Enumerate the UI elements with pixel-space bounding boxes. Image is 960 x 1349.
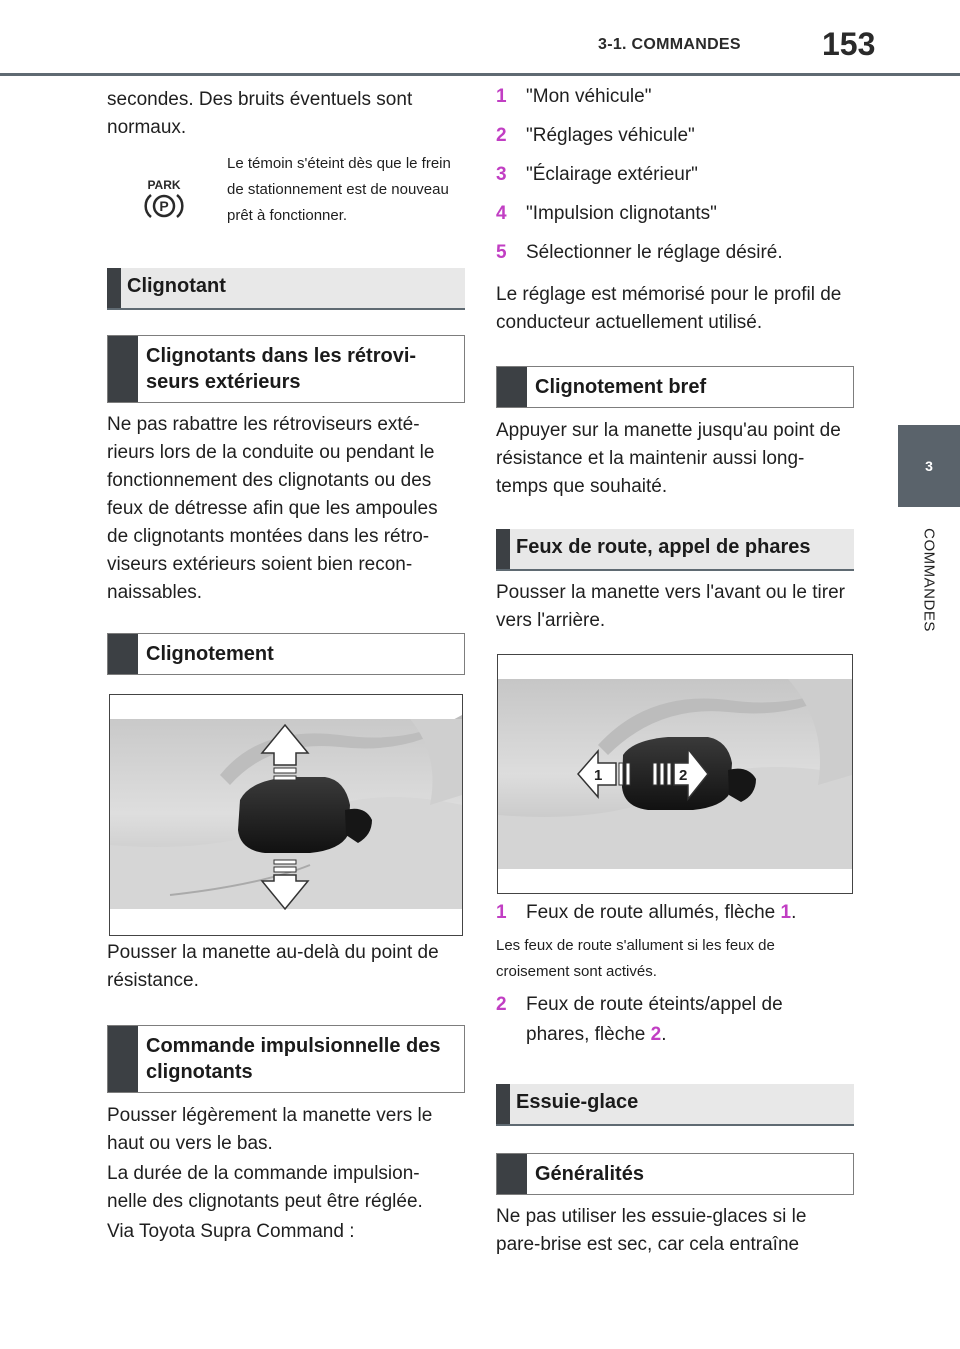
heading-generalites-text: Généralités: [535, 1163, 644, 1185]
header-rule: [0, 73, 960, 76]
bref-text: Appuyer sur la manette jusqu'au point de résistance et la maintenir aussi long-temps que souhaité.: [496, 420, 841, 497]
heading-retroviseurs: [107, 335, 465, 403]
chapter-number: 3: [925, 458, 933, 474]
intro-text: secondes. Des bruits éventuels sont normaux.: [107, 89, 413, 138]
heading-bar: [496, 529, 510, 569]
heading-clignotement: [107, 633, 465, 675]
heading-bar: [497, 1154, 527, 1194]
arrow-1-label: 1: [594, 767, 603, 784]
high-beam-item-1: 1 Feux de route allumés, flèche 1.: [496, 902, 797, 923]
heading-clignotement-bref: [496, 366, 854, 408]
heading-bar: [108, 634, 138, 674]
figure-turn-signal-stalk: [109, 694, 463, 936]
high-beam-item-2: 2 Feux de route éteints/appel de: [496, 994, 783, 1015]
park-icon-word: PARK: [147, 178, 181, 192]
impulsion-text-3: Via Toyota Supra Command :: [107, 1221, 355, 1242]
page-number: 153: [822, 26, 876, 62]
high-beam-item-1-note: Les feux de route s'allument si les feux de croisement sont activés.: [496, 937, 775, 980]
heading-generalites: [496, 1153, 854, 1195]
memo-text: Le réglage est mémorisé pour le profil de conducteur actuellement utilisé.: [496, 284, 842, 333]
feux-text: Pousser la manette vers l'avant ou le tirer vers l'arrière.: [496, 582, 845, 631]
list-item: 4 "Impulsion clignotants": [496, 203, 717, 224]
arrow-2-label: 2: [679, 767, 688, 784]
heading-essuie-glace-text: Essuie-glace: [516, 1091, 639, 1113]
heading-impulsion: [107, 1025, 465, 1093]
heading-essuie-glace: [496, 1084, 854, 1126]
list-item: 5 Sélectionner le réglage désiré.: [496, 242, 783, 263]
generalites-text: Ne pas utiliser les essuie-glaces si le pare-brise est sec, car cela entraîne: [496, 1206, 807, 1255]
list-item: 3 "Éclairage extérieur": [496, 164, 698, 185]
impulsion-text-2: La durée de la commande impulsion-nelle des clignotants peut être réglée.: [107, 1163, 423, 1212]
heading-retroviseurs-text: Clignotants dans les rétrovi-seurs extérieurs: [146, 345, 417, 393]
heading-bar: [497, 367, 527, 407]
heading-bar: [108, 336, 138, 402]
heading-bar: [496, 1084, 510, 1124]
turn-signal-illustration: [110, 695, 462, 935]
heading-impulsion-text: Commande impulsionnelle des clignotants: [146, 1035, 441, 1083]
park-icon-letter: P: [159, 198, 169, 214]
heading-bar: [108, 1026, 138, 1092]
list-item: 2 "Réglages véhicule": [496, 125, 695, 146]
figure-high-beam-stalk: [497, 654, 853, 894]
heading-clignotement-text: Clignotement: [146, 643, 274, 665]
clignotement-text: Pousser la manette au-delà du point de résistance.: [107, 942, 439, 991]
parking-brake-icon: [143, 175, 185, 221]
chapter-label: COMMANDES: [920, 528, 938, 632]
park-note: Le témoin s'éteint dès que le frein de stationnement est de nouveau prêt à fonctionner.: [227, 155, 451, 224]
high-beam-illustration: [498, 655, 852, 893]
heading-feux-de-route-text: Feux de route, appel de phares: [516, 536, 811, 558]
running-header-section: 3-1. COMMANDES: [598, 36, 741, 53]
high-beam-item-2-cont: phares, flèche 2.: [526, 1024, 667, 1045]
heading-clignotant-text: Clignotant: [127, 275, 226, 297]
heading-clignotant: [107, 268, 465, 310]
impulsion-text-1: Pousser légèrement la manette vers le haut ou vers le bas.: [107, 1105, 433, 1154]
heading-feux-de-route: [496, 529, 854, 571]
heading-clignotement-bref-text: Clignotement bref: [535, 376, 707, 398]
retroviseurs-text: Ne pas rabattre les rétroviseurs exté-rieurs lors de la conduite ou pendant le fonctionnement des clignotants ou des feux de détresse afin que les ampoules de clignotants montées dans les rétro-viseurs extérieurs soient bien recon-naissables.: [107, 414, 438, 603]
heading-bar: [107, 268, 121, 308]
list-item: 1 "Mon véhicule": [496, 86, 652, 107]
